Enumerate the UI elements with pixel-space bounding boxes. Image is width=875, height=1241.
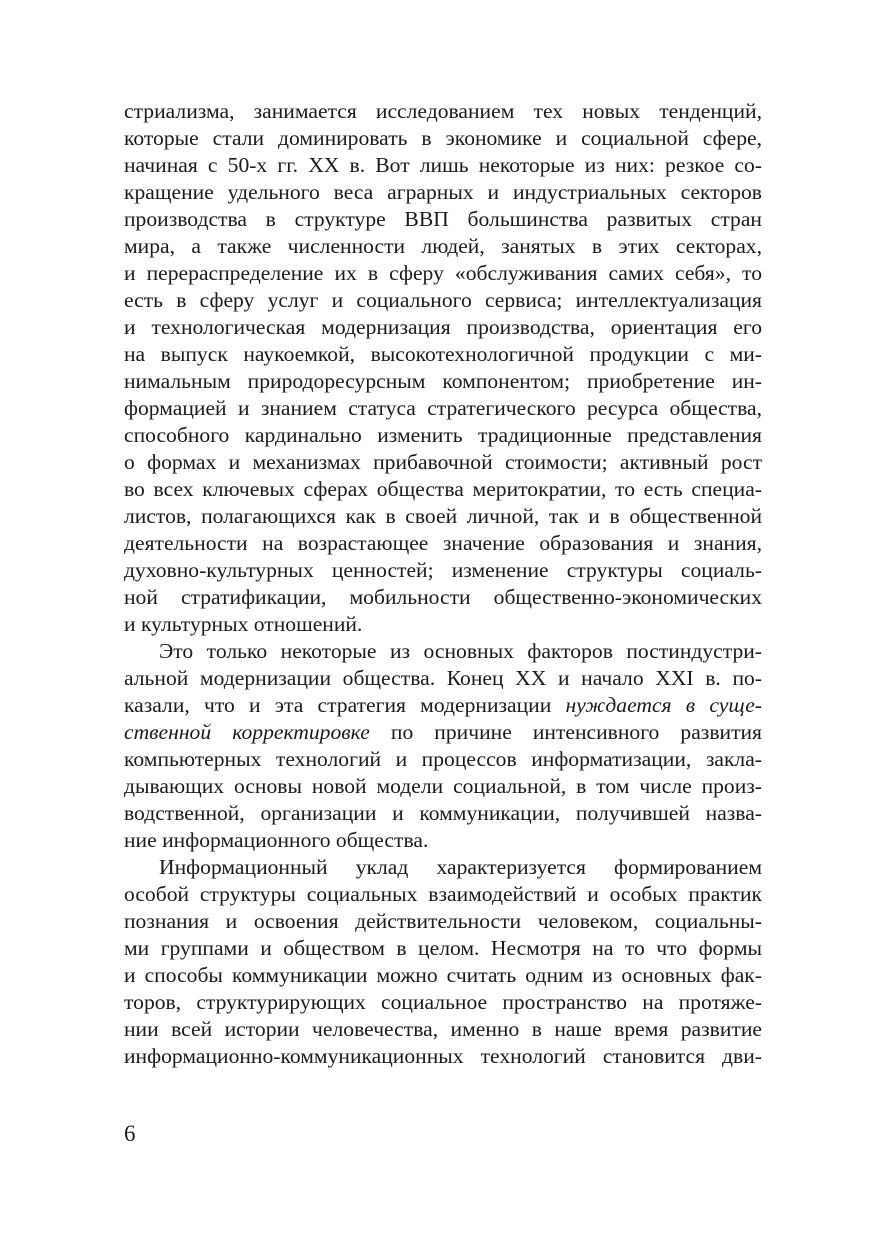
italic-emphasis: ственной корректировке bbox=[124, 720, 370, 744]
text-line: формацией и знанием статуса стратегического ресурса общества, bbox=[124, 396, 762, 420]
text-line: и культурных отношений. bbox=[124, 612, 363, 636]
text-line bbox=[124, 692, 762, 719]
text-line: листов, полагающихся как в своей личной, так и в общественной bbox=[124, 504, 762, 528]
text-line: Это только некоторые из основных факторов постиндустри- bbox=[159, 639, 762, 663]
text-line: есть в сферу услуг и социального сервиса; интеллектуализация bbox=[124, 288, 762, 312]
text-segment: по причине интенсивного развития bbox=[390, 720, 762, 744]
text-line: о формах и механизмах прибавочной стоимости; активный рост bbox=[124, 450, 762, 474]
text-line: торов, структурирующих социальное пространство на протяже- bbox=[124, 990, 762, 1014]
body-text bbox=[124, 98, 762, 1070]
text-line: мира, а также численности людей, занятых в этих секторах, bbox=[124, 234, 762, 258]
text-line: на выпуск наукоемкой, высокотехнологичной продукции с ми- bbox=[124, 342, 762, 366]
italic-emphasis: нуждается в суще- bbox=[565, 693, 762, 717]
text-line: и перераспределение их в сферу «обслуживания самих себя», то bbox=[124, 261, 762, 285]
text-line: во всех ключевых сферах общества меритократии, то есть специа- bbox=[124, 477, 762, 501]
text-line: которые стали доминировать в экономике и социальной сфере, bbox=[124, 126, 762, 150]
text-line: и технологическая модернизация производства, ориентация его bbox=[124, 315, 762, 339]
page-number: 6 bbox=[124, 1121, 136, 1146]
text-line: нии всей истории человечества, именно в наше время развитие bbox=[124, 1017, 762, 1041]
text-segment: казали, что и эта стратегия модернизации bbox=[124, 693, 552, 717]
text-line: способного кардинально изменить традиционные представления bbox=[124, 423, 762, 447]
text-line: кращение удельного веса аграрных и индустриальных секторов bbox=[124, 180, 762, 204]
text-line: познания и освоения действительности человеком, социальны- bbox=[124, 909, 762, 933]
text-line: особой структуры социальных взаимодействий и особых практик bbox=[124, 882, 762, 906]
text-line: ние информационного общества. bbox=[124, 828, 429, 852]
text-line: водственной, организации и коммуникации, получившей назва- bbox=[124, 801, 762, 825]
text-line: деятельности на возрастающее значение образования и знания, bbox=[124, 531, 762, 555]
text-line bbox=[124, 719, 762, 746]
text-line: стриализма, занимается исследованием тех новых тенденций, bbox=[124, 99, 762, 123]
text-line: Информационный уклад характеризуется формированием bbox=[159, 855, 762, 879]
text-line: альной модернизации общества. Конец ХХ и начало XXI в. по- bbox=[124, 666, 762, 690]
text-line: дывающих основы новой модели социальной, в том числе произ- bbox=[124, 774, 762, 798]
text-line: нимальным природоресурсным компонентом; приобретение ин- bbox=[124, 369, 762, 393]
text-line: начиная с 50-х гг. ХХ в. Вот лишь некоторые из них: резкое со- bbox=[124, 153, 762, 177]
text-line: информационно-коммуникационных технологий становится дви- bbox=[124, 1044, 762, 1068]
text-line: производства в структуре ВВП большинства развитых стран bbox=[124, 207, 762, 231]
text-line: и способы коммуникации можно считать одним из основных фак- bbox=[124, 963, 762, 987]
text-line: ми группами и обществом в целом. Несмотря на то что формы bbox=[124, 936, 762, 960]
text-line: ной стратификации, мобильности общественно-экономических bbox=[124, 585, 762, 609]
text-line: духовно-культурных ценностей; изменение структуры социаль- bbox=[124, 558, 762, 582]
text-line: компьютерных технологий и процессов информатизации, закла- bbox=[124, 747, 762, 771]
